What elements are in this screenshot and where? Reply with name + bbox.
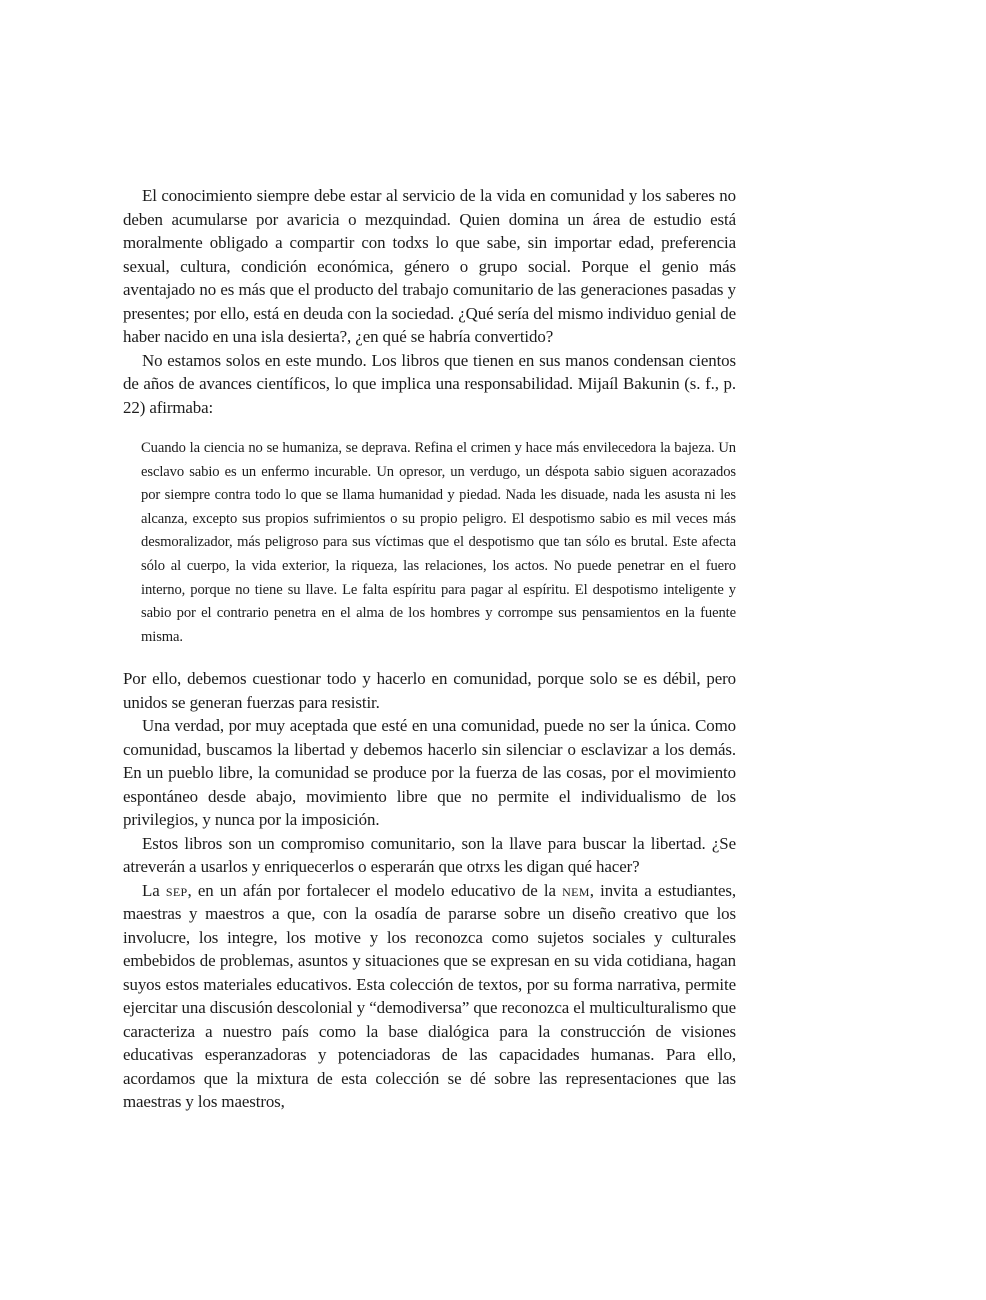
nem-abbreviation: nem <box>562 880 590 900</box>
paragraph-knowledge-community: El conocimiento siempre debe estar al servicio de la vida en comunidad y los saberes no deben acumularse por avaricia o mezquindad. Quien domina un área de estudio está moralmente obligado a compartir con todxs lo que sabe, sin importar edad, preferencia sexual, cultura, condición económica, género o grupo social. Porque el genio más aventajado no es más que el producto del trabajo comunitario de las generaciones pasadas y presentes; por ello, está en deuda con la sociedad. ¿Qué sería del mismo individuo genial de haber nacido en una isla desierta?, ¿en qué se habría convertido? <box>123 186 736 346</box>
paragraph-books-commitment: Estos libros son un compromiso comunitario, son la llave para buscar la libertad. ¿Se atreverán a usarlos y enriquecerlos o esperarán que otrxs les digan qué hacer? <box>123 833 736 877</box>
sep-abbreviation: sep <box>165 880 188 900</box>
paragraph-sep-nem <box>123 879 736 1114</box>
paragraph-truth-community: Una verdad, por muy aceptada que esté en una comunidad, puede no ser la única. Como comunidad, buscamos la libertad y debemos hacerlo sin silenciar o esclavizar a los demás. En un pueblo libre, la comunidad se produce por la fuerza de las cosas, por el movimiento espontáneo desde abajo, movimiento libre que no permite el individualismo de los privilegios, y nunca por la imposición. <box>123 716 736 830</box>
page-body <box>123 184 736 1114</box>
paragraph-not-alone: No estamos solos en este mundo. Los libros que tienen en sus manos condensan cientos de años de avances científicos, lo que implica una responsabilidad. Mijaíl Bakunin (s. f., p. 22) afirmaba: <box>123 350 736 417</box>
paragraph-sep-nem-part2: , en un afán por fortalecer el modelo educativo de la <box>187 880 563 900</box>
paragraph-sep-nem-part3: , invita a estudiantes, maestras y maestros a que, con la osadía de pararse sobre un diseño creativo que los involucre, los integre, los motive y los reconozca como sujetos sociales y culturales embebidos de problemas, asuntos y situaciones que se expresan en su vida cotidiana, hagan suyos estos materiales educativos. Esta colección de textos, por su forma narrativa, permite ejercitar una discusión descolonial y “demodiversa” que reconozca el multiculturalismo que caracteriza a nuestro país como la base dialógica para la construcción de visiones educativas esperanzadoras y potenciadoras de las capacidades humanas. Para ello, acordamos que la mixtura de esta colección se dé sobre las representaciones que las maestras y los maestros, <box>123 880 736 1112</box>
paragraph-sep-nem-part1: La <box>142 880 166 900</box>
bakunin-quote: Cuando la ciencia no se humaniza, se deprava. Refina el crimen y hace más envilecedora la bajeza. Un esclavo sabio es un enfermo incurable. Un opresor, un verdugo, un déspota sabio siguen acorazados por siempre contra todo lo que se llama humanidad y piedad. Nada les disuade, nada les asusta ni les alcanza, excepto sus propios sufrimientos o su propio peligro. El despotismo sabio es mil veces más desmoralizador, más peligroso para sus víctimas que el despotismo que tan sólo es brutal. Este afecta sólo al cuerpo, la vida exterior, la riqueza, las relaciones, los actos. No puede penetrar en el fuero interno, porque no tiene su llave. Le falta espíritu para pagar al espíritu. El despotismo inteligente y sabio por el contrario penetra en el alma de los hombres y corrompe sus pensamientos en la fuente misma. <box>141 440 736 645</box>
paragraph-question-everything: Por ello, debemos cuestionar todo y hacerlo en comunidad, porque solo se es débil, pero unidos se generan fuerzas para resistir. <box>123 669 736 712</box>
